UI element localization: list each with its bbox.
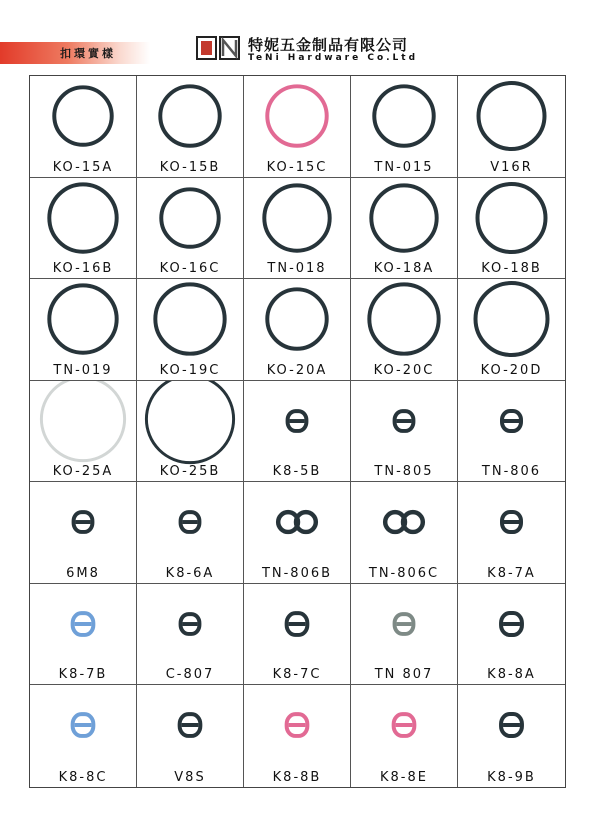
product-cell (351, 482, 458, 584)
o-ring-icon (458, 178, 565, 264)
o-ring-icon (351, 279, 457, 365)
product-cell (137, 178, 244, 280)
product-cell (137, 482, 244, 584)
figure-eight-ring-icon (30, 482, 136, 568)
o-ring-icon (137, 381, 243, 467)
o-ring-icon (351, 178, 457, 264)
product-cell (244, 279, 351, 381)
o-ring-icon (137, 279, 243, 365)
ring-shape (161, 189, 218, 246)
figure-eight-ring-icon (351, 685, 457, 771)
product-cell (351, 279, 458, 381)
product-code: KO-20C (373, 362, 435, 378)
product-code: K8-8B (272, 769, 322, 785)
company-name-english: TeNi Hardware Co.Ltd (248, 53, 419, 63)
product-code: K8-5B (272, 464, 322, 480)
product-code: TN-805 (374, 464, 434, 480)
catalog-section-tab (0, 42, 150, 64)
product-cell (458, 584, 565, 686)
double-ring-icon (244, 482, 350, 568)
product-code: TN-015 (374, 159, 434, 175)
o-ring-icon (30, 178, 136, 264)
product-code: KO-15A (52, 159, 114, 175)
product-code: KO-15C (266, 159, 328, 175)
product-code: KO-15B (159, 159, 221, 175)
product-cell (244, 685, 351, 787)
catalog-section-label: 扣環實樣 (60, 47, 116, 60)
product-cell (458, 178, 565, 280)
ring-shape (476, 283, 548, 355)
product-code: K8-8E (380, 769, 428, 785)
product-cell (458, 381, 565, 483)
tn-logo-icon (196, 36, 240, 60)
product-cell (30, 178, 137, 280)
figure-eight-ring-icon (137, 584, 243, 670)
product-cell (351, 685, 458, 787)
product-cell (30, 685, 137, 787)
product-cell (137, 685, 244, 787)
product-code: KO-25B (159, 464, 221, 480)
ring-shape (374, 86, 433, 145)
figure-eight-ring-icon (458, 584, 565, 670)
figure-eight-ring-icon (137, 685, 243, 771)
product-code: V16R (490, 159, 533, 175)
ring-shape (478, 184, 546, 252)
o-ring-icon (244, 76, 350, 162)
ring-shape (54, 87, 111, 144)
figure-eight-ring-icon (351, 381, 457, 467)
ring-shape (41, 381, 124, 461)
product-code: KO-20A (266, 362, 328, 378)
figure-eight-ring-icon (458, 482, 565, 568)
figure-eight-ring-icon (351, 584, 457, 670)
product-code: KO-25A (52, 464, 114, 480)
product-cell (137, 76, 244, 178)
product-cell (137, 279, 244, 381)
ring-shape (267, 86, 326, 145)
product-code: KO-18B (481, 261, 542, 277)
o-ring-icon (458, 76, 565, 162)
product-cell (30, 381, 137, 483)
product-cell (244, 381, 351, 483)
product-code: K8-7C (272, 667, 322, 683)
product-code: 6M8 (66, 565, 100, 581)
product-grid (29, 75, 566, 788)
product-code: KO-16B (52, 261, 114, 277)
product-cell (30, 76, 137, 178)
product-code: TN 807 (374, 667, 434, 683)
product-cell (244, 76, 351, 178)
product-cell (137, 381, 244, 483)
product-code: KO-16C (159, 261, 221, 277)
product-code: K8-7A (487, 565, 536, 581)
ring-shape (49, 285, 116, 352)
product-code: KO-18A (373, 261, 435, 277)
figure-eight-ring-icon (244, 685, 350, 771)
product-code: TN-806 (481, 464, 542, 480)
o-ring-icon (30, 76, 136, 162)
ring-shape (49, 184, 116, 251)
product-cell (137, 584, 244, 686)
product-cell (458, 279, 565, 381)
o-ring-icon (351, 76, 457, 162)
ring-shape (264, 185, 329, 250)
o-ring-icon (137, 178, 243, 264)
product-cell (458, 482, 565, 584)
product-code: K8-6A (165, 565, 215, 581)
ring-shape (369, 284, 438, 353)
product-cell (30, 584, 137, 686)
product-cell (351, 76, 458, 178)
o-ring-icon (244, 178, 350, 264)
figure-eight-ring-icon (137, 482, 243, 568)
figure-eight-ring-icon (244, 381, 350, 467)
product-code: TN-019 (53, 362, 113, 378)
product-code: K8-9B (487, 769, 536, 785)
product-code: TN-018 (267, 261, 327, 277)
product-cell (351, 381, 458, 483)
product-cell (30, 279, 137, 381)
company-name-chinese: 特妮五金制品有限公司 (248, 36, 409, 54)
product-cell (351, 584, 458, 686)
o-ring-icon (137, 76, 243, 162)
ring-shape (371, 185, 436, 250)
o-ring-icon (244, 279, 350, 365)
figure-eight-ring-icon (244, 584, 350, 670)
product-cell (458, 76, 565, 178)
product-code: K8-7B (58, 667, 108, 683)
ring-shape (146, 381, 233, 463)
product-code: K8-8C (58, 769, 108, 785)
product-code: TN-806C (368, 565, 440, 581)
o-ring-icon (30, 279, 136, 365)
ring-shape (267, 289, 326, 348)
product-cell (30, 482, 137, 584)
ring-shape (155, 284, 224, 353)
product-code: KO-19C (159, 362, 221, 378)
product-cell (244, 584, 351, 686)
product-code: KO-20D (480, 362, 543, 378)
ring-shape (479, 83, 545, 149)
product-cell (244, 482, 351, 584)
product-code: V8S (174, 769, 206, 785)
figure-eight-ring-icon (30, 584, 136, 670)
ring-shape (160, 86, 219, 145)
product-cell (458, 685, 565, 787)
o-ring-icon (458, 279, 565, 365)
figure-eight-ring-icon (458, 381, 565, 467)
double-ring-icon (351, 482, 457, 568)
product-code: C-807 (165, 667, 215, 683)
figure-eight-ring-icon (30, 685, 136, 771)
figure-eight-ring-icon (458, 685, 565, 771)
o-ring-icon (30, 381, 136, 467)
product-code: TN-806B (261, 565, 333, 581)
product-cell (244, 178, 351, 280)
product-cell (351, 178, 458, 280)
product-code: K8-8A (487, 667, 536, 683)
